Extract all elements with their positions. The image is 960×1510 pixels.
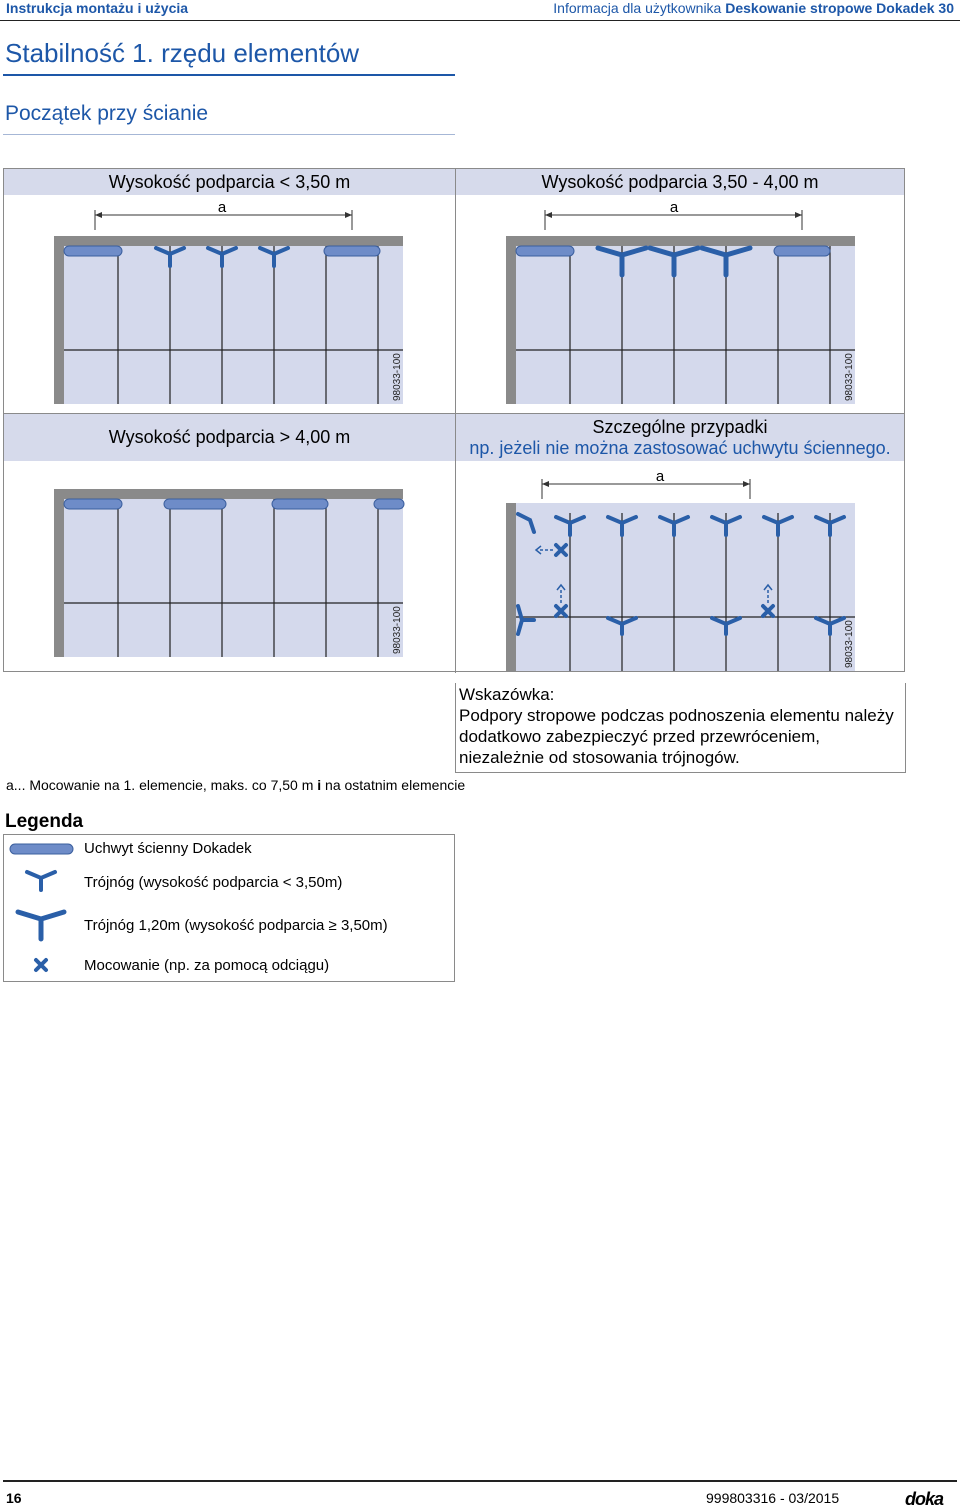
doka-logo: doka (905, 1489, 944, 1509)
caption-prefix: a... Mocowanie na 1. elemencie, maks. co 7,50 m (6, 777, 318, 793)
note-box (455, 683, 906, 773)
panel-4-title: Szczególne przypadki (592, 417, 768, 437)
legend-icons (0, 834, 80, 982)
note-text: Podpory stropowe podczas podnoszenia elementu należy dodatkowo zabezpieczyć przed przewróceniem, niezależnie od stosowania trójnogów. (459, 706, 894, 767)
tripod-small-icon (27, 872, 55, 890)
legend-item-text: Trójnóg 1,20m (wysokość podparcia ≥ 3,50m) (84, 917, 388, 934)
panel-1-header: Wysokość podparcia < 3,50 m (4, 169, 455, 195)
dimension-a-label: a (655, 468, 665, 485)
diagram-panel-2 (506, 199, 855, 404)
header-left: Instrukcja montażu i użycia (6, 0, 189, 16)
document-number: 999803316 - 03/2015 (706, 1490, 840, 1506)
legend-item-text: Uchwyt ścienny Dokadek (84, 840, 252, 857)
diagrams-svg (0, 0, 960, 700)
page-subtitle: Początek przy ścianie (5, 102, 209, 125)
panel-4-subtitle: np. jeżeli nie można zastosować uchwytu ściennego. (469, 438, 891, 458)
header-right-bold: Deskowanie stropowe Dokadek 30 (725, 0, 954, 16)
figure-code: 98033-100 (844, 620, 855, 668)
footer-divider (3, 1480, 957, 1482)
figure-code: 98033-100 (392, 606, 403, 654)
figure-code: 98033-100 (844, 353, 855, 401)
legend-title: Legenda (5, 811, 84, 832)
diagram-panel-4 (506, 468, 855, 671)
diagram-panel-3 (54, 489, 404, 657)
page-title: Stabilność 1. rzędu elementów (5, 38, 360, 68)
note-title: Wskazówka: (459, 685, 555, 704)
wall-clamp-icon (10, 844, 73, 854)
figure-code: 98033-100 (392, 353, 403, 401)
header-right-prefix: Informacja dla użytkownika (553, 0, 722, 16)
panel-3-header: Wysokość podparcia > 4,00 m (4, 414, 455, 461)
anchor-cross-icon (36, 960, 46, 970)
dimension-a-label: a (669, 199, 679, 216)
diagram-panel-1 (54, 199, 403, 404)
dimension-a-label: a (217, 199, 227, 216)
panel-2-header: Wysokość podparcia 3,50 - 4,00 m (456, 169, 904, 195)
dimension-caption (6, 777, 465, 793)
tripod-large-icon (18, 912, 64, 939)
caption-bold: i (317, 777, 322, 793)
page-number: 16 (6, 1490, 22, 1506)
legend-item-text: Mocowanie (np. za pomocą odciągu) (84, 957, 330, 974)
caption-suffix: na ostatnim elemencie (321, 777, 466, 793)
legend-item-text: Trójnóg (wysokość podparcia < 3,50m) (84, 874, 343, 891)
